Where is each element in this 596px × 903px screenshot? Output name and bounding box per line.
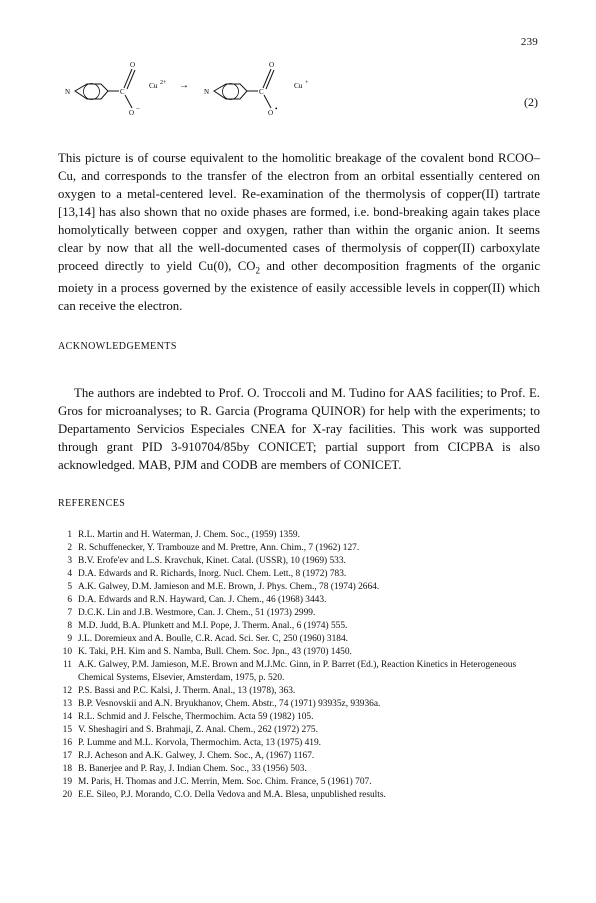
- paragraph-text-end: and other decomposition fragments of the organic moiety in a process governed by the existence of easily accessible levels in copper(II) which can receive the electron.: [58, 258, 540, 314]
- reference-item: [58, 633, 542, 646]
- reference-number: 6: [67, 595, 72, 605]
- reference-number: 12: [62, 686, 72, 696]
- co2-subscript: 2: [255, 265, 261, 276]
- left-copper-charge: 2+: [160, 80, 167, 86]
- reference-text: A.K. Galwey, D.M. Jamieson and M.E. Brown, J. Phys. Chem., 78 (1974) 2664.: [78, 582, 380, 592]
- reference-number: 8: [67, 621, 72, 631]
- reference-text: P.S. Bassi and P.C. Kalsi, J. Therm. Anal., 13 (1978), 363.: [78, 686, 296, 696]
- acknowledgements-heading: ACKNOWLEDGEMENTS: [58, 341, 177, 352]
- reference-text: J.L. Doremieux and A. Boulle, C.R. Acad. Sci. Ser. C, 250 (1960) 3184.: [78, 634, 349, 644]
- body-paragraph: [58, 149, 540, 316]
- left-co-single-bond: [125, 95, 132, 108]
- reference-text: B.V. Erofe'ev and L.S. Kravchuk, Kinet. Catal. (USSR), 10 (1969) 533.: [78, 556, 346, 566]
- reference-text: R.J. Acheson and A.K. Galwey, J. Chem. Soc., A, (1967) 1167.: [78, 751, 315, 761]
- reference-number: 14: [62, 712, 72, 722]
- reference-item: [58, 685, 542, 698]
- right-ring-nitrogen: N: [204, 88, 210, 96]
- right-carbon: C: [259, 88, 264, 96]
- reference-text: V. Sheshagiri and S. Brahmaji, Z. Anal. Chem., 262 (1972) 275.: [78, 725, 318, 735]
- reference-number: 13: [62, 699, 72, 709]
- left-carbon: C: [120, 88, 125, 96]
- reference-number: 1: [67, 530, 72, 540]
- reference-item: [58, 737, 542, 750]
- equation-number: (2): [524, 95, 538, 109]
- references-list: [58, 529, 542, 802]
- right-pyridine-ring: [214, 84, 247, 99]
- reference-text: A.K. Galwey, P.M. Jamieson, M.E. Brown and M.J.Mc. Ginn, in P. Barret (Ed.), Reaction Kinetics in Heterogeneous Chemical Systems, Elsevier, Amsterdam, 1975, p. 520.: [78, 660, 517, 683]
- reference-text: B. Banerjee and P. Ray, J. Indian Chem. Soc., 33 (1956) 503.: [78, 764, 307, 774]
- reference-item: [58, 763, 542, 776]
- reference-item: [58, 698, 542, 711]
- equation-diagram: [58, 60, 528, 118]
- reference-item: [58, 789, 542, 802]
- right-co-single-bond: [264, 95, 271, 108]
- reference-number: 17: [62, 751, 72, 761]
- reference-item: [58, 776, 542, 789]
- reference-number: 19: [62, 777, 72, 787]
- reference-number: 7: [67, 608, 72, 618]
- reference-item: [58, 659, 542, 685]
- reference-text: M.D. Judd, B.A. Plunkett and M.I. Pope, J. Therm. Anal., 6 (1974) 555.: [78, 621, 348, 631]
- right-co-double-bond-1: [263, 69, 271, 88]
- reference-number: 2: [67, 543, 72, 553]
- right-copper-cation: Cu: [294, 81, 303, 90]
- reference-number: 20: [62, 790, 72, 800]
- reference-item: [58, 724, 542, 737]
- paragraph-text-start: This picture is of course equivalent to the homolitic breakage of the covalent bond RCOO–Cu, and corresponds to the transfer of the electron from an orbital essentially centered on oxygen to a metal-centered level. Re-examination of the thermolysis of copper(II) tartrate [13,14] has also shown that no oxide phases are formed, i.e. bond-breaking again takes place homolytically between copper and oxygen, rather than within the organic anion. It seems clear by now that all the well-documented cases of thermolysis of copper(II) carboxylate proceed directly to yield Cu(0), CO: [58, 150, 540, 273]
- reference-text: R.L. Schmid and J. Felsche, Thermochim. Acta 59 (1982) 105.: [78, 712, 314, 722]
- right-co-double-bond-2: [266, 70, 274, 89]
- reference-text: K. Taki, P.H. Kim and S. Namba, Bull. Chem. Soc. Jpn., 43 (1970) 1450.: [78, 647, 352, 657]
- reference-number: 15: [62, 725, 72, 735]
- reference-text: R. Schuffenecker, Y. Trambouze and M. Prettre, Ann. Chim., 7 (1962) 127.: [78, 543, 360, 553]
- reference-text: E.E. Sileo, P.J. Morando, C.O. Della Vedova and M.A. Blesa, unpublished results.: [78, 790, 386, 800]
- reference-item: [58, 529, 542, 542]
- reference-number: 11: [62, 660, 72, 670]
- references-heading: REFERENCES: [58, 498, 126, 509]
- reference-number: 5: [67, 582, 72, 592]
- radical-dot-icon: •: [275, 105, 278, 113]
- left-bottom-oxygen: O: [129, 109, 135, 117]
- page-number: 239: [520, 36, 538, 48]
- right-copper-charge: +: [305, 80, 309, 86]
- reference-number: 16: [62, 738, 72, 748]
- reference-number: 9: [67, 634, 72, 644]
- reference-item: [58, 607, 542, 620]
- reference-number: 4: [67, 569, 72, 579]
- reference-item: [58, 581, 542, 594]
- right-bottom-oxygen: O: [268, 109, 274, 117]
- reference-item: [58, 711, 542, 724]
- right-top-oxygen: O: [269, 61, 275, 69]
- left-ring-aromatic-circle: [84, 84, 100, 100]
- reference-item: [58, 542, 542, 555]
- right-ring-aromatic-circle: [223, 84, 239, 100]
- left-pyridine-ring: [75, 84, 108, 99]
- left-co-double-bond-2: [127, 70, 135, 89]
- reference-item: [58, 555, 542, 568]
- reference-text: R.L. Martin and H. Waterman, J. Chem. Soc., (1959) 1359.: [78, 530, 300, 540]
- reference-number: 10: [62, 647, 72, 657]
- acknowledgements-text: The authors are indebted to Prof. O. Troccoli and M. Tudino for AAS facilities; to Prof. E. Gros for microanalyses; to R. Garcia (Programa QUINOR) for help with the experiments; to Departamento Servicios Especiales CNEA for X-ray facilities. This work was supported through grant PID 3-910704/85by CONICET; partial support from CICPBA is also acknowledged. MAB, PJM and CODB are members of CONICET.: [58, 385, 540, 472]
- reference-item: [58, 620, 542, 633]
- reference-item: [58, 568, 542, 581]
- reaction-arrow: →: [179, 80, 189, 91]
- reference-number: 18: [62, 764, 72, 774]
- reference-text: P. Lumme and M.L. Korvola, Thermochim. Acta, 13 (1975) 419.: [78, 738, 322, 748]
- oxygen-negative-charge: −: [136, 105, 140, 113]
- reference-item: [58, 594, 542, 607]
- chemical-equation: [58, 60, 528, 118]
- reference-item: [58, 750, 542, 763]
- reference-number: 3: [67, 556, 72, 566]
- left-ring-nitrogen: N: [65, 88, 71, 96]
- reference-text: D.C.K. Lin and J.B. Westmore, Can. J. Chem., 51 (1973) 2999.: [78, 608, 316, 618]
- left-copper-cation: Cu: [149, 81, 158, 90]
- reference-text: M. Paris, H. Thomas and J.C. Merrin, Mem. Soc. Chim. France, 5 (1961) 707.: [78, 777, 372, 787]
- left-co-double-bond-1: [124, 69, 132, 88]
- reference-item: [58, 646, 542, 659]
- left-top-oxygen: O: [130, 61, 136, 69]
- reference-text: B.P. Vesnovskii and A.N. Bryukhanov, Chem. Abstr., 74 (1971) 93935z, 93936a.: [78, 699, 381, 709]
- reference-text: D.A. Edwards and R. Richards, Inorg. Nucl. Chem. Lett., 8 (1972) 783.: [78, 569, 347, 579]
- reference-text: D.A. Edwards and R.N. Hayward, Can. J. Chem., 46 (1968) 3443.: [78, 595, 327, 605]
